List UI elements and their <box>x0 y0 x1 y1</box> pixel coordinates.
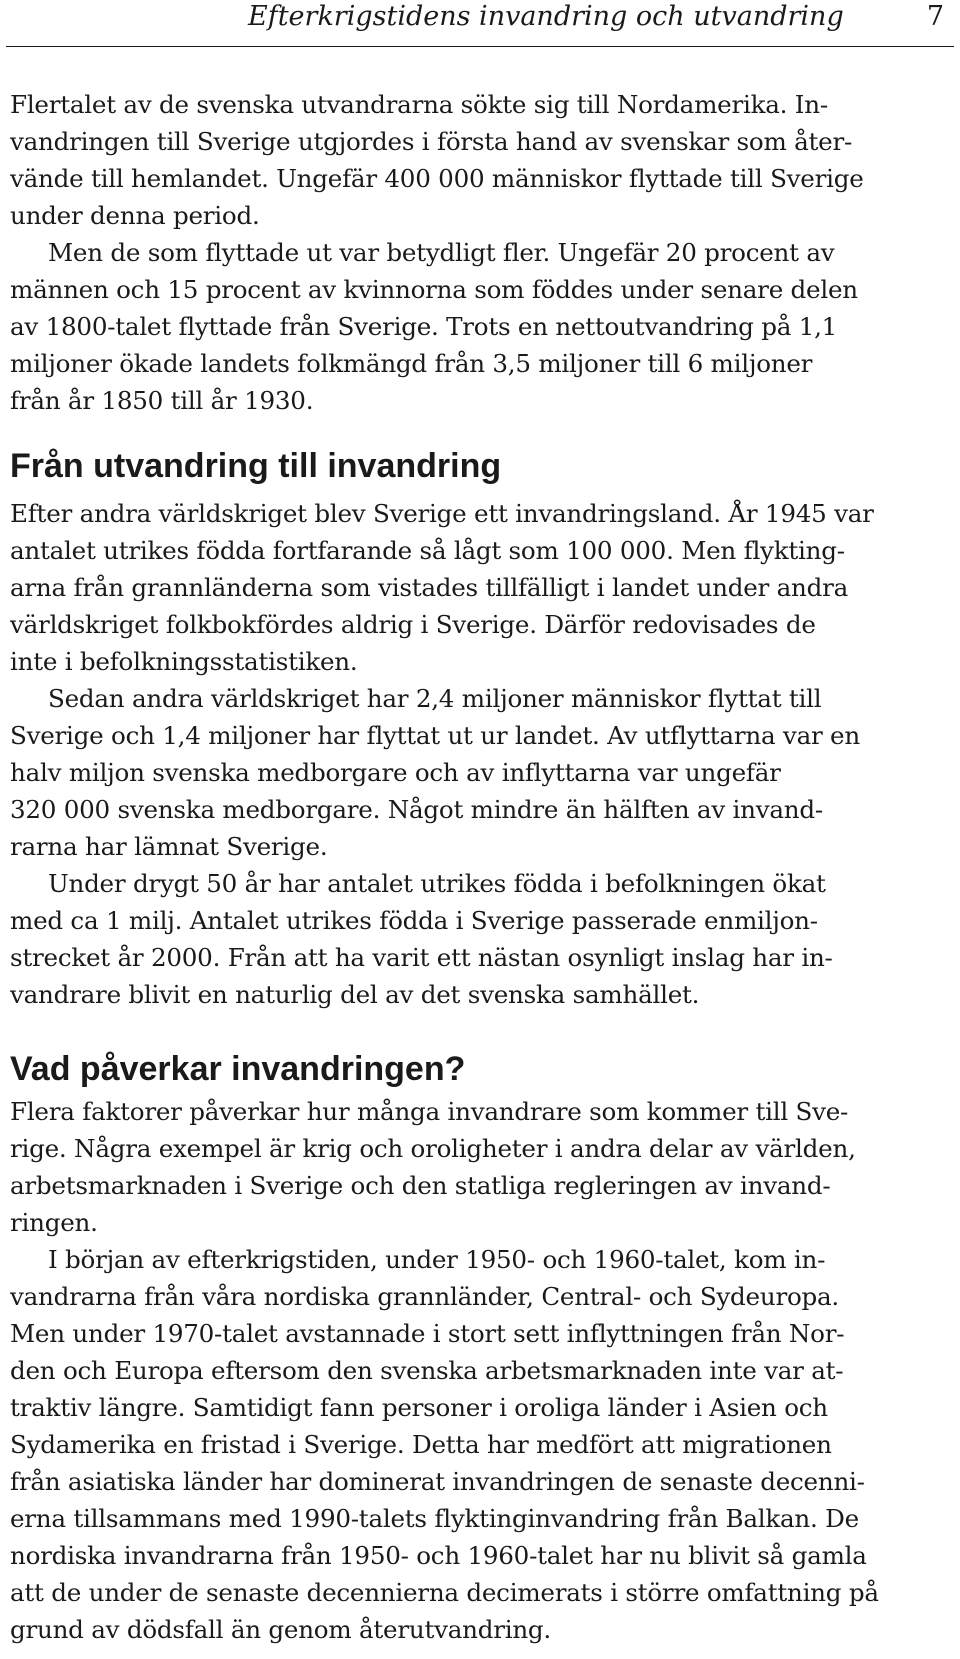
paragraph: Efter andra världskriget blev Sverige ett invandringsland. År 1945 var antalet utrikes födda fortfarande så lågt som 100 000. Men flykting- arna från grannländerna som vistades tillfälligt i landet under andra världskriget folkbokfördes aldrig i Sverige. Därför redovisades de inte i befolkningsstatistiken. <box>10 499 874 676</box>
paragraph: Flertalet av de svenska utvandrarna sökte sig till Nordamerika. In- vandringen till Sverige utgjordes i första hand av svenskar som åter- vände till hemlandet. Ungefär 400 000 människor flyttade till Sverige under denna period. <box>10 90 864 230</box>
section-heading: Vad påverkar invandringen? <box>10 1050 466 1088</box>
page-number: 7 <box>926 1 944 32</box>
page-body <box>10 86 955 1648</box>
section-heading: Från utvandring till invandring <box>10 447 502 485</box>
paragraph: I början av efterkrigstiden, under 1950- och 1960-talet, kom in- vandrarna från våra nordiska grannländer, Central- och Sydeuropa. Men under 1970-talet avstannade i stort sett inflyttningen från Nor- den och Europa eftersom den svenska arbetsmarknaden inte var at- traktiv längre. Samtidigt fann personer i oroliga länder i Asien och Sydamerika en fristad i Sverige. Detta har medfört att migrationen från asiatiska länder har dominerat invandringen de senaste decenni- erna tillsammans med 1990-talets flyktinginvandring från Balkan. De nordiska invandrarna från 1950- och 1960-talet har nu blivit så gamla att de under de senaste decennierna decimerats i större omfattning på grund av dödsfall än genom återutvandring. <box>10 1245 879 1644</box>
paragraph: Flera faktorer påverkar hur många invandrare som kommer till Sve- rige. Några exempel är krig och oroligheter i andra delar av världen, arbetsmarknaden i Sverige och den statliga regleringen av invand- ringen. <box>10 1097 856 1237</box>
paragraph: Men de som flyttade ut var betydligt fler. Ungefär 20 procent av männen och 15 procent av kvinnorna som föddes under senare delen av 1800-talet flyttade från Sverige. Trots en nettoutvandring på 1,1 miljoner ökade landets folkmängd från 3,5 miljoner till 6 miljoner från år 1850 till år 1930. <box>10 238 858 415</box>
paragraph: Under drygt 50 år har antalet utrikes födda i befolkningen ökat med ca 1 milj. Antalet utrikes födda i Sverige passerade enmiljon- strecket år 2000. Från att ha varit ett nästan osynligt inslag har in- vandrare blivit en naturlig del av det svenska samhället. <box>10 869 833 1009</box>
paragraph: Sedan andra världskriget har 2,4 miljoner människor flyttat till Sverige och 1,4 miljoner har flyttat ut ur landet. Av utflyttarna var en halv miljon svenska medborgare och av inflyttarna var ungefär 320 000 svenska medborgare. Något mindre än hälften av invand- rarna har lämnat Sverige. <box>10 684 860 861</box>
running-head: Efterkrigstidens invandring och utvandring <box>248 1 844 32</box>
page-header <box>6 0 954 47</box>
